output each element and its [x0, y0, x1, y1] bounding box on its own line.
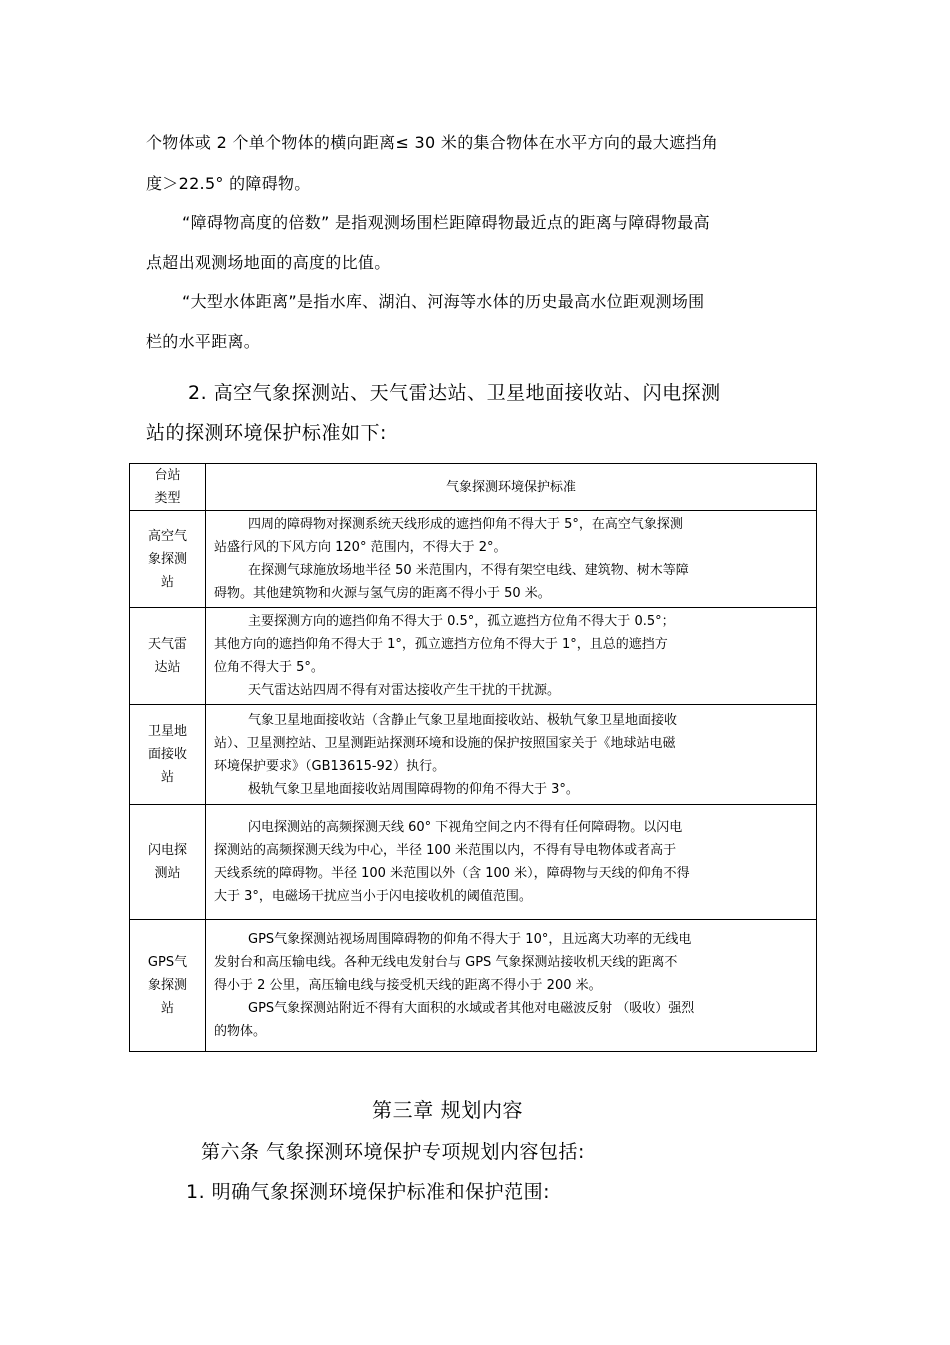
standard-line: 位角不得大于 5°。 [214, 660, 324, 675]
type-line: 达站 [154, 660, 181, 675]
article-line: 第六条 气象探测环境保护专项规划内容包括: [201, 1141, 585, 1163]
standard-text-cell [206, 920, 817, 1052]
header-standard: 气象探测环境保护标准 [206, 464, 817, 511]
type-line: 高空气 [147, 528, 187, 544]
standard-line: 站盛行风的下风方向 120° 范围内，不得大于 2°。 [214, 540, 507, 555]
intro-line-5: “大型水体距离”是指水库、湖泊、河海等水体的历史最高水位距观测场围 [182, 292, 705, 311]
standard-line: 主要探测方向的遮挡仰角不得大于 0.5°，孤立遮挡方位角不得大于 0.5°； [248, 614, 675, 629]
standard-line: 的物体。 [214, 1024, 267, 1039]
intro-line-4: 点超出观测场地面的高度的比值。 [146, 253, 391, 272]
section-heading-line-1: 2. 高空气象探测站、天气雷达站、卫星地面接收站、闪电探测 [188, 382, 721, 404]
station-type-cell [130, 511, 206, 608]
standard-line: 大于 3°，电磁场干扰应当小于闪电接收机的阈值范围。 [214, 889, 532, 904]
header-station-type [130, 464, 206, 511]
type-line: 卫星地 [147, 724, 187, 739]
intro-line-1: 个物体或 2 个单个物体的横向距离≤ 30 米的集合物体在水平方向的最大遮挡角 [146, 133, 718, 152]
header-type-line-1: 台站 [154, 468, 181, 483]
standard-text-cell [206, 511, 817, 608]
intro-line-2: 度＞22.5° 的障碍物。 [146, 174, 311, 193]
table-row [130, 705, 817, 805]
standard-line: 站）、卫星测控站、卫星测距站探测环境和设施的保护按照国家关于《地球站电磁 [214, 735, 676, 751]
standard-line: 环境保护要求》（GB13615-92）执行。 [214, 758, 446, 774]
item-line: 1. 明确气象探测环境保护标准和保护范围: [186, 1181, 551, 1203]
type-line: 站 [160, 1001, 174, 1016]
intro-line-3: “障碍物高度的倍数” 是指观测场围栏距障碍物最近点的距离与障碍物最高 [182, 213, 710, 232]
type-line: 站 [160, 574, 174, 590]
station-type-cell [130, 705, 206, 805]
intro-line-6: 栏的水平距离。 [146, 332, 261, 351]
chapter-title: 第三章 规划内容 [372, 1098, 524, 1122]
standard-line: 极轨气象卫星地面接收站周围障碍物的仰角不得大于 3°。 [248, 781, 579, 797]
standard-line: 在探测气球施放场地半径 50 米范围内，不得有架空电线、建筑物、树木等障 [248, 563, 689, 578]
type-line: 面接收 [147, 747, 187, 762]
station-type-cell [130, 608, 206, 705]
station-type-cell [130, 805, 206, 920]
type-line: 象探测 [147, 551, 187, 567]
table-header-row [130, 464, 817, 511]
standard-line: 碍物。其他建筑物和火源与氢气房的距离不得小于 50 米。 [214, 586, 551, 601]
standard-line: 气象卫星地面接收站（含静止气象卫星地面接收站、极轨气象卫星地面接收 [248, 712, 678, 728]
standard-line: 得小于 2 公里，高压输电线与接受机天线的距离不得小于 200 米。 [214, 978, 602, 993]
section-heading-line-2: 站的探测环境保护标准如下: [146, 422, 387, 444]
standard-text-cell [206, 608, 817, 705]
station-type-cell [130, 920, 206, 1052]
table-row [130, 608, 817, 705]
type-line: 天气雷 [147, 637, 187, 652]
standard-line: 其他方向的遮挡仰角不得大于 1°，孤立遮挡方位角不得大于 1°，且总的遮挡方 [214, 637, 668, 652]
header-type-line-2: 类型 [154, 491, 181, 506]
standard-line: 四周的障碍物对探测系统天线形成的遮挡仰角不得大于 5°，在高空气象探测 [248, 517, 683, 532]
type-line: GPS气 [147, 955, 188, 970]
standards-table [129, 463, 817, 1052]
table-row [130, 805, 817, 920]
standard-line: 天线系统的障碍物。半径 100 米范围以外（含 100 米），障碍物与天线的仰角不得 [214, 866, 690, 881]
type-line: 测站 [154, 866, 181, 881]
standard-text-cell [206, 705, 817, 805]
table-row [130, 511, 817, 608]
standard-line: 闪电探测站的高频探测天线 60° 下视角空间之内不得有任何障碍物。以闪电 [248, 820, 683, 835]
table-row [130, 920, 817, 1052]
standard-line: 探测站的高频探测天线为中心，半径 100 米范围以内，不得有导电物体或者高于 [214, 843, 677, 858]
type-line: 闪电探 [147, 843, 187, 858]
standard-line: GPS气象探测站视场周围障碍物的仰角不得大于 10°，且远离大功率的无线电 [248, 932, 692, 947]
standard-text-cell [206, 805, 817, 920]
standard-line: GPS气象探测站附近不得有大面积的水域或者其他对电磁波反射 （吸收）强烈 [248, 1001, 695, 1016]
standard-line: 发射台和高压输电线。各种无线电发射台与 GPS 气象探测站接收机天线的距离不 [214, 955, 678, 970]
standard-line: 天气雷达站四周不得有对雷达接收产生干扰的干扰源。 [248, 683, 561, 698]
type-line: 象探测 [147, 978, 187, 993]
type-line: 站 [160, 770, 174, 785]
